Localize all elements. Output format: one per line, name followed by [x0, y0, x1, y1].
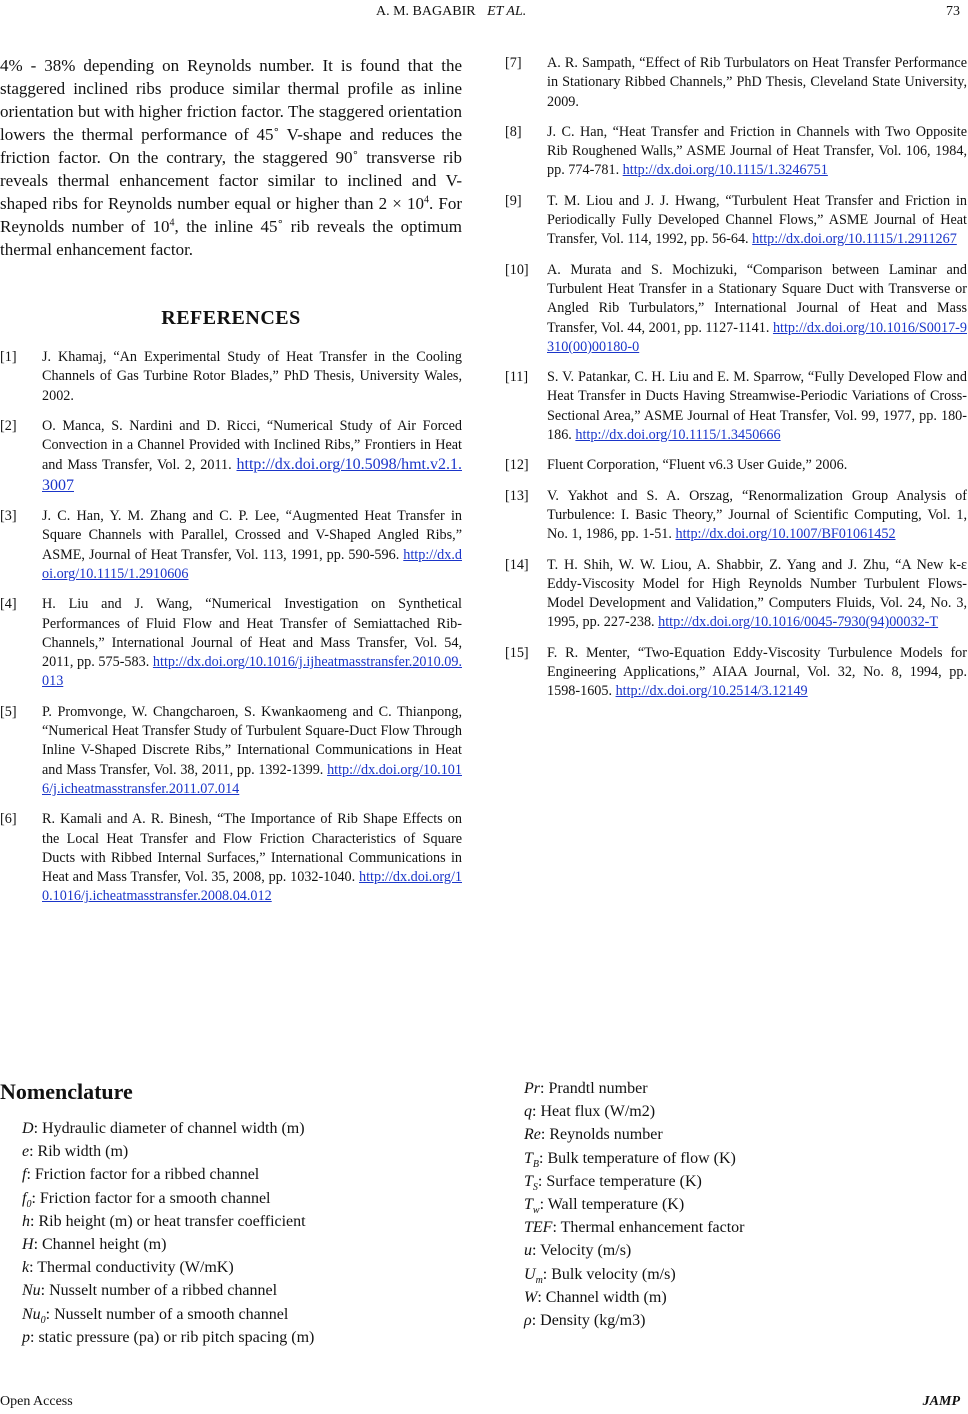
reference-item	[505, 123, 967, 181]
reference-number: [2]	[0, 417, 17, 434]
reference-item	[0, 595, 462, 691]
reference-text: H. Liu and J. Wang, “Numerical Investigation on Synthetical Performances of Fluid Flow and Heat Transfer of Semiattached Rib-Channels,” International Journal of Heat and Mass Transfer, Vol. 54, 2011, pp. 575-583. http://dx.doi.org/10.1016/j.ijheatmasstransfer.2010.09.013	[42, 596, 462, 690]
reference-doi-link[interactable]: http://dx.doi.org/10.1016/j.icheatmasstransfer.2011.07.014	[42, 761, 462, 797]
nomenclature-entry: $T_S$: Surface temperature (K)	[524, 1172, 702, 1193]
running-header	[376, 4, 526, 20]
reference-number: [11]	[505, 369, 529, 386]
reference-text: Fluent Corporation, “Fluent v6.3 User Guide,” 2006.	[547, 457, 848, 474]
reference-item	[0, 507, 462, 584]
reference-text: R. Kamali and A. R. Binesh, “The Importance of Rib Shape Effects on the Local Heat Transfer and Flow Friction Characteristics of Square Ducts with Ribbed Internal Surfaces,” International Communications in Heat and Mass Transfer, Vol. 35, 2008, pp. 1032-1040. http://dx.doi.org/10.1016/j.icheatmasstransfer.2008.04.012	[42, 811, 463, 905]
reference-number: [9]	[505, 192, 522, 209]
references-list-left	[0, 348, 462, 907]
nomenclature-entry: TEF: Thermal enhancement factor	[524, 1219, 745, 1237]
nomenclature-entry: Pr: Prandtl number	[524, 1080, 648, 1097]
reference-number: [10]	[505, 261, 529, 278]
reference-item	[505, 54, 967, 112]
reference-text: O. Manca, S. Nardini and D. Ricci, “Numerical Study of Air Forced Convection in a Channel Provided with Inclined Ribs,” Frontiers in Heat and Mass Transfer, Vol. 2, 2011. http://dx.doi.org/10.5098/hmt.v2.1.3007	[42, 417, 462, 494]
reference-item	[505, 556, 967, 633]
reference-number: [4]	[0, 596, 17, 613]
nomenclature-entry: D: Hydraulic diameter of channel width (m)	[22, 1120, 305, 1137]
nomenclature-list-right	[524, 1077, 745, 1332]
reference-number: [13]	[505, 487, 529, 504]
page-number: 73	[946, 4, 960, 19]
reference-doi-link[interactable]: http://dx.doi.org/10.1016/j.icheatmasstransfer.2008.04.012	[42, 869, 463, 905]
nomenclature-entry: $U_m$: Bulk velocity (m/s)	[524, 1265, 676, 1286]
footer-journal: JAMP	[922, 1394, 960, 1409]
reference-text: J. Khamaj, “An Experimental Study of Heat Transfer in the Cooling Channels of Gas Turbine Rotor Blades,” PhD Thesis, University Wales, 2002.	[42, 349, 462, 404]
reference-doi-link[interactable]: http://dx.doi.org/10.2514/3.12149	[615, 683, 808, 700]
reference-number: [1]	[0, 349, 17, 365]
nomenclature-entry: p: static pressure (pa) or rib pitch spacing (m)	[22, 1328, 315, 1346]
reference-text: A. Murata and S. Mochizuki, “Comparison between Laminar and Turbulent Heat Transfer in a Stationary Square Duct with Transverse or Angled Rib Turbulators,” International Journal of Heat and Mass Transfer, Vol. 44, 2001, pp. 1127-1141. http://dx.doi.org/10.1016/S0017-9310(00)00180-0	[547, 261, 967, 355]
reference-number: [12]	[505, 457, 529, 474]
reference-item	[505, 368, 967, 445]
reference-item	[505, 261, 967, 357]
reference-text: A. R. Sampath, “Effect of Rib Turbulators on Heat Transfer Performance in Stationary Ribbed Channels,” PhD Thesis, Cleveland State University, 2009.	[547, 55, 967, 110]
nomenclature-entry: h: Rib height (m) or heat transfer coefficient	[22, 1212, 306, 1230]
reference-text: J. C. Han, Y. M. Zhang and C. P. Lee, “Augmented Heat Transfer in Square Channels with Parallel, Crossed and V-Shaped Angled Ribs,” ASME, Journal of Heat Transfer, Vol. 113, 1991, pp. 590-596. http://dx.doi.org/10.1115/1.2910606	[42, 508, 462, 582]
nomenclature-entry: u: Velocity (m/s)	[524, 1242, 632, 1260]
nomenclature-heading: Nomenclature	[0, 1079, 133, 1104]
reference-text: T. H. Shih, W. W. Liou, A. Shabbir, Z. Yang and J. Zhu, “A New k-ε Eddy-Viscosity Model for High Reynolds Number Turbulent Flows-Model Development and Validation,” Computers Fluids, Vol. 24, No. 3, 1995, pp. 227-238. http://dx.doi.org/10.1016/0045-7930(94)00032-T	[547, 556, 967, 631]
reference-doi-link[interactable]: http://dx.doi.org/10.1115/1.3450666	[575, 427, 781, 444]
reference-doi-link[interactable]: http://dx.doi.org/10.1007/BF01061452	[675, 526, 896, 543]
reference-number: [3]	[0, 508, 17, 525]
reference-doi-link[interactable]: http://dx.doi.org/10.1115/1.2911267	[752, 231, 957, 248]
reference-number: [6]	[0, 811, 17, 828]
nomenclature-entry: e: Rib width (m)	[22, 1143, 129, 1161]
reference-text: T. M. Liou and J. J. Hwang, “Turbulent Heat Transfer and Friction in Periodically Fully Developed Channel Flows,” ASME Journal of Heat Transfer, Vol. 114, 1992, pp. 56-64. http://dx.doi.org/10.1115/1.2911267	[547, 192, 967, 248]
references-heading: REFERENCES	[161, 307, 301, 329]
nomenclature-entry: Nu: Nusselt number of a ribbed channel	[22, 1282, 278, 1300]
nomenclature-entry: $Nu_0$: Nusselt number of a smooth channel	[22, 1305, 289, 1326]
reference-number: [15]	[505, 644, 529, 661]
reference-doi-link[interactable]: http://dx.doi.org/10.1016/j.ijheatmasstransfer.2010.09.013	[42, 654, 462, 690]
nomenclature-entry: $f_0$: Friction factor for a smooth channel	[22, 1189, 271, 1210]
nomenclature-entry: W: Channel width (m)	[524, 1288, 667, 1306]
reference-text: J. C. Han, “Heat Transfer and Friction in Channels with Two Opposite Rib Roughened Walls,” ASME Journal of Heat Transfer, Vol. 106, 1984, pp. 774-781. http://dx.doi.org/10.1115/1.3246751	[547, 123, 967, 179]
reference-item	[505, 192, 967, 250]
reference-doi-link[interactable]: http://dx.doi.org/10.5098/hmt.v2.1.3007	[42, 456, 462, 494]
reference-text: P. Promvonge, W. Changcharoen, S. Kwankaomeng and C. Thianpong, “Numerical Heat Transfer Study of Turbulent Square-Duct Flow Through Inline V-Shaped Discrete Ribs,” International Communications in Heat and Mass Transfer, Vol. 38, 2011, pp. 1392-1399. http://dx.doi.org/10.1016/j.icheatmasstransfer.2011.07.014	[42, 703, 462, 797]
left-column	[0, 54, 462, 918]
nomenclature-entry: ρ: Density (kg/m3)	[524, 1312, 646, 1330]
reference-text: S. V. Patankar, C. H. Liu and E. M. Sparrow, “Fully Developed Flow and Heat Transfer in Ducts Having Streamwise-Periodic Variations of Cross-Sectional Area,” ASME Journal of Heat Transfer, Vol. 99, 1977, pp. 180-186. http://dx.doi.org/10.1115/1.3450666	[547, 369, 967, 444]
reference-number: [5]	[0, 703, 17, 720]
nomenclature-entry: $T_w$: Wall temperature (K)	[524, 1196, 685, 1217]
body-paragraph: 4% - 38% depending on Reynolds number. It is found that the staggered inclined ribs produce similar thermal profile as inline orientation but with higher friction factor. The staggered orientation lowers the thermal performance of 45˚ V-shape and reduces the friction factor. On the contrary, the staggered 90˚ transverse rib reveals thermal enhancement factor similar to inclined and V-shaped ribs for Reynolds number equal or higher than $2 \times 10^4$. For Reynolds number of $10^4$, the inline 45˚ rib reveals the optimum thermal enhancement factor.	[0, 56, 462, 259]
reference-text: V. Yakhot and S. A. Orszag, “Renormalization Group Analysis of Turbulence: I. Basic Theory,” Journal of Scientific Computing, Vol. 1, No. 1, 1986, pp. 1-51. http://dx.doi.org/10.1007/BF01061452	[547, 487, 967, 543]
nomenclature-entry: Re: Reynolds number	[524, 1126, 663, 1144]
header-authors: A. M. BAGABIR	[376, 4, 476, 19]
reference-doi-link[interactable]: http://dx.doi.org/10.1016/S0017-9310(00)00180-0	[547, 319, 967, 355]
header-etal: ET AL.	[487, 4, 527, 19]
nomenclature-entry: k: Thermal conductivity (W/mK)	[22, 1259, 234, 1277]
reference-item	[0, 417, 462, 496]
references-list-right	[505, 54, 967, 702]
nomenclature-entry: f: Friction factor for a ribbed channel	[22, 1166, 260, 1184]
reference-number: [8]	[505, 123, 522, 140]
reference-doi-link[interactable]: http://dx.doi.org/10.1115/1.2910606	[42, 546, 462, 582]
reference-item	[0, 810, 462, 906]
reference-number: [7]	[505, 55, 522, 71]
right-column	[505, 54, 967, 713]
reference-item	[0, 703, 462, 799]
reference-item	[505, 456, 967, 475]
reference-text: F. R. Menter, “Two-Equation Eddy-Viscosity Turbulence Models for Engineering Applications,” AIAA Journal, Vol. 32, No. 8, 1994, pp. 1598-1605. http://dx.doi.org/10.2514/3.12149	[547, 644, 967, 700]
nomenclature-list-left	[22, 1117, 314, 1349]
reference-number: [14]	[505, 556, 529, 573]
reference-item	[505, 644, 967, 702]
nomenclature-entry: $T_B$: Bulk temperature of flow (K)	[524, 1149, 736, 1170]
footer-access: Open Access	[0, 1394, 73, 1409]
nomenclature-entry: q: Heat flux (W/m2)	[524, 1103, 656, 1121]
reference-item	[0, 348, 462, 406]
nomenclature-entry: H: Channel height (m)	[22, 1236, 167, 1254]
reference-doi-link[interactable]: http://dx.doi.org/10.1115/1.3246751	[622, 162, 828, 179]
reference-item	[505, 487, 967, 545]
reference-doi-link[interactable]: http://dx.doi.org/10.1016/0045-7930(94)00032-T	[658, 614, 939, 631]
